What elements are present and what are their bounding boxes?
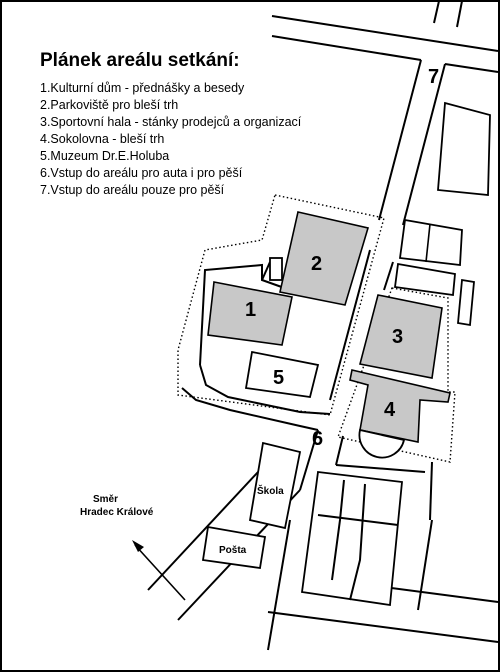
- marker-1: 1: [245, 299, 257, 321]
- residential-block: [302, 472, 402, 605]
- small-annex: [270, 258, 282, 280]
- building-small-c: [458, 280, 474, 325]
- marker-6-entrance: 6: [312, 428, 324, 450]
- marker-2: 2: [311, 253, 323, 275]
- label-direction-line2: Hradec Králové: [80, 507, 154, 518]
- direction-arrowhead: [132, 540, 144, 552]
- legend-item-3: 3.Sportovní hala - stánky prodejců a organizací: [40, 115, 302, 129]
- building-2-parking: [280, 212, 368, 305]
- building-small-a: [400, 220, 462, 265]
- marker-3: 3: [392, 326, 404, 348]
- legend-item-4: 4.Sokolovna - bleší trh: [40, 132, 165, 146]
- label-direction-line1: Směr: [93, 494, 119, 505]
- map-title: Plánek areálu setkání:: [40, 50, 240, 71]
- marker-4: 4: [384, 399, 396, 421]
- legend-item-6: 6.Vstup do areálu pro auta i pro pěší: [40, 166, 243, 180]
- label-school: Škola: [257, 486, 284, 497]
- marker-7-entrance: 7: [428, 66, 440, 88]
- legend: [40, 81, 302, 197]
- legend-item-1: 1.Kulturní dům - přednášky a besedy: [40, 81, 245, 95]
- building-long-top-right: [438, 103, 490, 195]
- legend-item-2: 2.Parkoviště pro bleší trh: [40, 98, 179, 112]
- label-post-office: Pošta: [219, 545, 247, 556]
- marker-5: 5: [273, 367, 285, 389]
- legend-item-7: 7.Vstup do areálu pouze pro pěší: [40, 183, 225, 197]
- legend-item-5: 5.Muzeum Dr.E.Holuba: [40, 149, 170, 163]
- direction-arrow-line: [135, 545, 185, 600]
